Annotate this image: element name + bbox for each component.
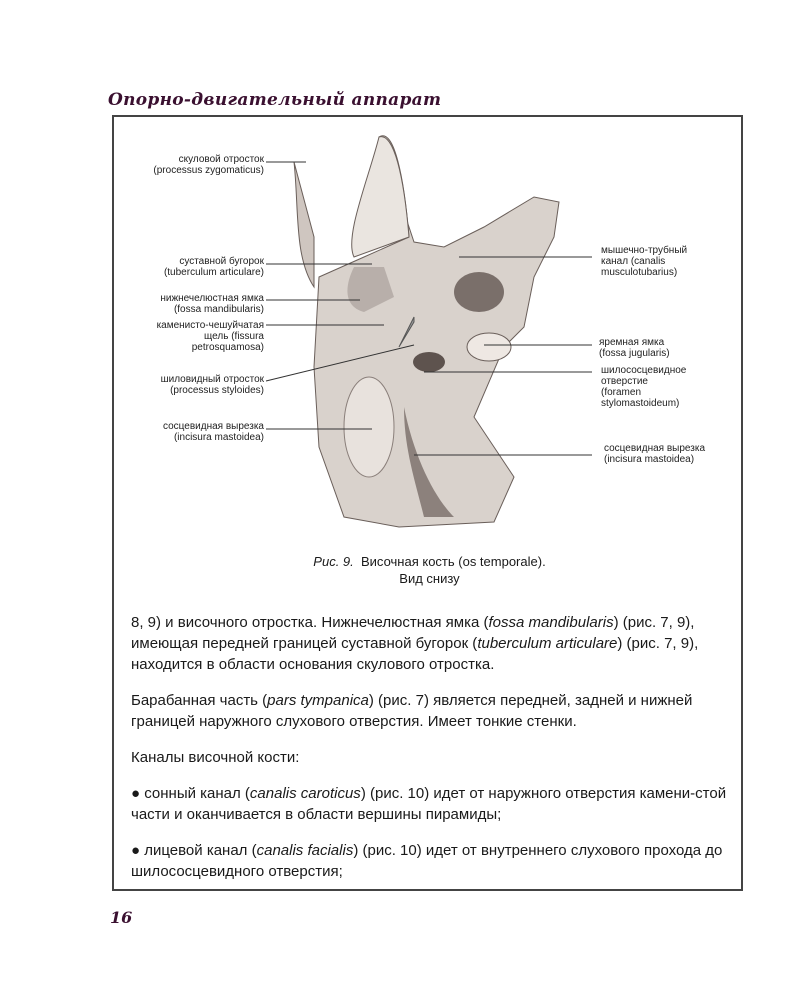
label-processus-zygomaticus: скуловой отросток (processus zygomaticus) <box>153 154 264 176</box>
caption-title: Височная кость (os temporale). <box>361 554 546 569</box>
label-fossa-mandibularis: нижнечелюстная ямка (fossa mandibularis) <box>160 293 264 315</box>
label-foramen-stylomastoideum: шилососцевидное отверстие (foramen stylomastoideum) <box>601 365 687 409</box>
body-text <box>131 612 731 897</box>
figure-caption <box>114 553 745 587</box>
running-head: Опорно-двигательный аппарат <box>108 90 442 110</box>
label-incisura-mastoidea-left: сосцевидная вырезка (incisura mastoidea) <box>162 421 264 443</box>
bullet-icon: ● <box>131 785 141 802</box>
paragraph: Барабанная часть (pars tympanica) (рис. 7) является передней, задней и нижней границей наружного слухового отверстия. Имеет тонкие стенки. <box>131 692 693 730</box>
caption-subtitle: Вид снизу <box>399 571 460 586</box>
content-frame <box>112 115 743 891</box>
page-number: 16 <box>110 908 133 927</box>
label-fissura-petrosquamosa: каменисто-чешуйчатая щель (fissura petrosquamosa) <box>156 320 264 353</box>
bullet-item: ● лицевой канал (canalis facialis) (рис. 10) идет от внутреннего слухового прохода до шилососцевидного отверстия; <box>131 842 723 880</box>
bullet-icon: ● <box>131 842 141 859</box>
paragraph: Каналы височной кости: <box>131 749 300 766</box>
label-canalis-musculotubarius: мышечно-трубный канал (canalis musculotubarius) <box>601 245 688 278</box>
paragraph: 8, 9) и височного отростка. Нижнечелюстная ямка (fossa mandibularis) (рис. 7, 9), имеющая передней границей суставной бугорок (tuberculum articulare) (рис. 7, 9), находится в области основания скулового отростка. <box>131 614 699 673</box>
label-fossa-jugularis: яремная ямка (fossa jugularis) <box>599 337 670 359</box>
caption-number: Рис. 9. <box>313 554 354 569</box>
label-tuberculum-articulare: суставной бугорок (tuberculum articulare) <box>163 256 264 278</box>
label-incisura-mastoidea-right: сосцевидная вырезка (incisura mastoidea) <box>604 443 706 465</box>
bullet-item: ● сонный канал (canalis caroticus) (рис. 10) идет от наружного отверстия камени-стой части и оканчивается в области вершины пирамиды; <box>131 785 727 823</box>
label-processus-styloides: шиловидный отросток (processus styloides) <box>160 374 264 396</box>
